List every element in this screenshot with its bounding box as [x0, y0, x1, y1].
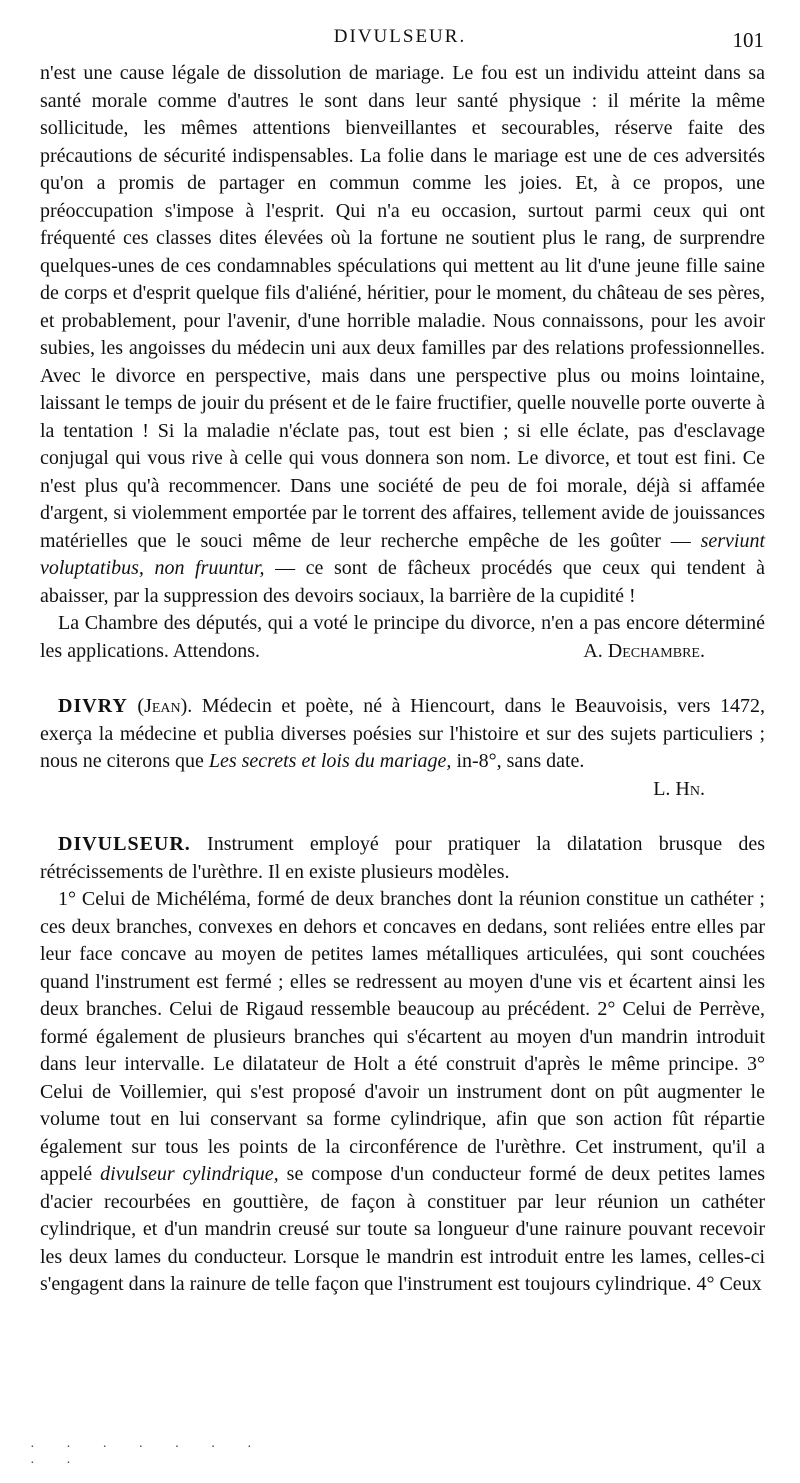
- divry-text-end: in-8°, sans date.: [456, 750, 585, 772]
- latin-quote: serviunt voluptatibus, non fruuntur,: [40, 529, 765, 579]
- divorce-paragraph: [40, 60, 765, 610]
- divry-signature-row: [40, 776, 765, 804]
- divorce-paragraph-text: n'est une cause légale de dissolution de mariage. Le fou est un individu atteint dans sa santé morale comme d'autres le sont dans leur santé physique : il mérite la même sollicitude, les mêmes attentions bienveillantes et secourables, réserve faite des précautions de sécurité indispensables. La folie dans le mariage est une de ces adversités qu'on a promis de partager en commun comme les joies. Et, à ce propos, une préoccupation s'impose à l'esprit. Qui n'a eu occasion, surtout parmi ceux qui ont fréquenté ces classes dites élevées où la fortune ne soutient plus le rang, de surprendre quelques-unes de ces condamnables spéculations qui mettent au lit d'une jeune fille saine de corps et d'esprit quelque fils d'aliéné, héritier, pour le moment, du château de ses pères, et probablement, pour l'avenir, d'une horrible maladie. Nous connaissons, pour les avoir subies, les angoisses du médecin uni aux deux familles par des relations professionnelles. Avec le divorce en perspective, mais dans une perspective plus ou moins lointaine, laissant le temps de jouir du présent et de le faire fructifier, quelle nouvelle porte ouverte à la tentation ! Si la maladie n'éclate pas, tout est bien ; si elle éclate, pas d'esclavage conjugal qui vous rive à celle qui vous donnera son nom. Le divorce, et tout est fini. Ce n'est plus qu'à recommencer. Dans une société de peu de foi morale, déjà si affamée d'argent, si violemment emportée par le torrent des affaires, tellement avide de jouissances matérielles que le souci même de leur recherche empêche de les goûter —: [40, 62, 765, 552]
- divulseur-term: DIVULSEUR.: [58, 833, 191, 855]
- page-number: 101: [732, 28, 764, 52]
- divry-term: DIVRY: [58, 695, 128, 717]
- divulseur-models-text-end: se compose d'un conducteur formé de deux petites lames d'acier recourbées en gouttière, de façon à constituer par leur réunion un cathéter cylindrique, et d'un mandrin creusé sur toute sa longueur d'une rainure pouvant recevoir les deux lames du conducteur. Lorsque le mandrin est introduit entre les lames, celles-ci s'engagent dans la rainure de telle façon que l'instrument est toujours cylindrique. 4° Ceux: [40, 1163, 766, 1295]
- running-head: [0, 26, 800, 56]
- footer-marks: · · · · · · · · ·: [30, 1440, 266, 1471]
- divorce-paragraph-end: — ce sont de fâcheux procédés que ceux qui tendent à abaisser, par la suppression des devoirs sociaux, la barrière de la cupidité !: [40, 557, 765, 607]
- divulseur-models-text: 1° Celui de Michéléma, formé de deux branches dont la réunion constitue un cathéter ; ces deux branches, convexes en dehors et concaves en dedans, sont reliées entre elles par leur face concave au moyen de petites lames métalliques articulées, qui sont couchées quand l'instrument est fermé ; elles se redressent au moyen d'une vis et écartent ainsi les deux branches. Celui de Rigaud ressemble beaucoup au précédent. 2° Celui de Perrève, formé également de plusieurs branches qui s'écartent au moyen d'un mandrin introduit dans leur intervalle. Le dilatateur de Holt a été construit d'après le même principe. 3° Celui de Voillemier, qui s'est proposé d'avoir un instrument dont on pût augmenter le volume tout en lui conservant sa forme cylindrique, afin que son action fût répartie également sur tous les points de la circonférence de l'urèthre. Cet instrument, qu'il a appelé: [40, 888, 765, 1185]
- divulseur-intro: Instrument employé pour pratiquer la dilatation brusque des rétrécissements de l'urèthre. Il en existe plusieurs modèles.: [40, 833, 765, 883]
- divry-text: Médecin et poète, né à Hiencourt, dans le Beauvoisis, vers 1472, exerça la médecine et publia diverses poésies sur l'histoire et sur des sujets particuliers ; nous ne citerons que: [40, 695, 766, 772]
- divulseur-models-paragraph: [40, 886, 765, 1299]
- text-block: [40, 60, 765, 1299]
- divulseur-cylindrique: divulseur cylindrique,: [100, 1163, 279, 1185]
- divry-article: [40, 693, 765, 776]
- divry-signature: L. Hn.: [653, 777, 705, 800]
- divorce-conclusion-text: La Chambre des députés, qui a voté le principe du divorce, n'en a pas encore déterminé les applications. Attendons.: [40, 612, 765, 662]
- running-title: DIVULSEUR.: [333, 26, 467, 47]
- divry-work-title: Les secrets et lois du mariage,: [208, 750, 452, 772]
- divry-name: (Jean).: [137, 695, 193, 717]
- divulseur-article-intro: [40, 831, 765, 886]
- divorce-signature: A. Dechambre.: [583, 639, 705, 662]
